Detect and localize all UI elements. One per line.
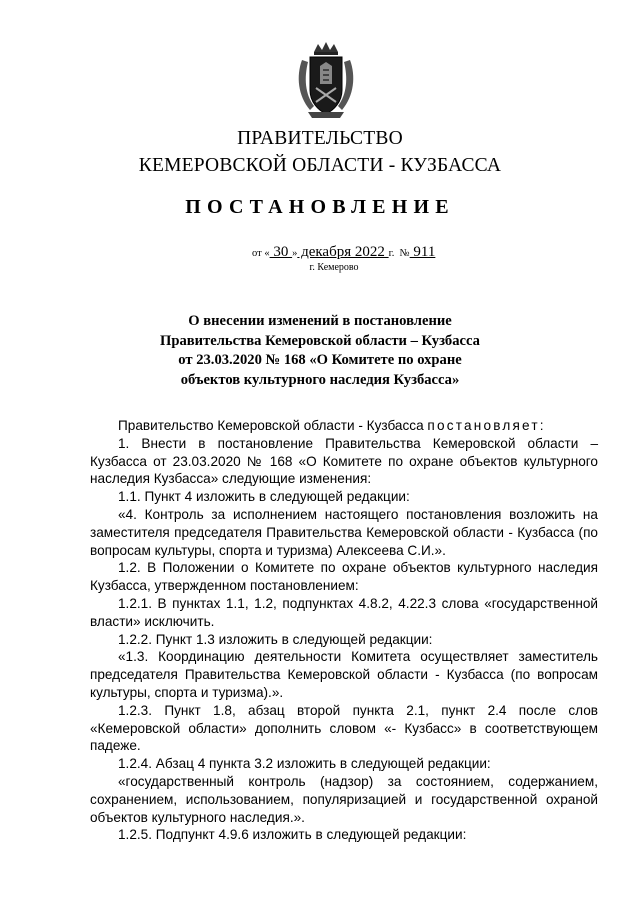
document-date-number (252, 244, 435, 261)
date-prefix: от « (252, 248, 270, 259)
document-number: 911 (409, 244, 436, 260)
paragraph: 1.2.5. Подпункт 4.9.6 изложить в следующей редакции: (118, 827, 467, 843)
intro-paragraph (90, 417, 598, 435)
government-name-line2: КЕМЕРОВСКОЙ ОБЛАСТИ - КУЗБАССА (138, 155, 502, 176)
title-line: объектов культурного наследия Кузбасса» (180, 371, 460, 388)
document-title (130, 312, 510, 390)
date-month-year: декабря 2022 (297, 244, 389, 260)
document-body (90, 417, 598, 844)
intro-resolves: постановляет: (427, 418, 546, 433)
number-label: № (399, 248, 410, 259)
city: г. Кемерово (309, 262, 359, 273)
paragraph: 1.2.2. Пункт 1.3 изложить в следующей редакции: (118, 631, 433, 647)
coat-of-arms-emblem (294, 40, 358, 120)
paragraph: 1.2.1. В пунктах 1.1, 1.2, подпунктах 4.8.2, 4.22.3 слова «государственной власти» исключить. (90, 595, 598, 629)
paragraph: «государственный контроль (надзор) за состоянием, содержанием, сохранением, использованием, популяризацией и государственной охраной объектов культурного наследия.». (90, 773, 598, 825)
year-suffix: г. (388, 248, 395, 259)
paragraph: 1.2.3. Пункт 1.8, абзац второй пункта 2.1, пункт 2.4 после слов «Кемеровской области» дополнить словом «- Кузбасс» в соответствующем падеже. (90, 702, 598, 754)
title-line: О внесении изменений в постановление (188, 313, 452, 329)
date-day: 30 (269, 244, 293, 260)
document-type: ПОСТАНОВЛЕНИЕ (185, 196, 455, 218)
paragraph: 1.2.4. Абзац 4 пункта 3.2 изложить в следующей редакции: (118, 756, 491, 772)
title-line: Правительства Кемеровской области – Кузбасса (160, 332, 480, 349)
paragraph: «4. Контроль за исполнением настоящего постановления возложить на заместителя председателя Правительства Кемеровской области - Кузбасса (по вопросам культуры, спорта и туризма) Алексеева С.И.». (90, 506, 598, 558)
paragraph: 1.2. В Положении о Комитете по охране объектов культурного наследия Кузбасса, утвержденном постановлением: (90, 560, 598, 594)
intro-text: Правительство Кемеровской области - Кузбасса (118, 418, 428, 433)
paragraph: 1.1. Пункт 4 изложить в следующей редакции: (118, 489, 410, 505)
paragraph: 1. Внести в постановление Правительства Кемеровской области – Кузбасса от 23.03.2020 № 168 «О Комитете по охране объектов культурного наследия Кузбасса» следующие изменения: (90, 435, 598, 487)
paragraph: «1.3. Координацию деятельности Комитета осуществляет заместитель председателя Правительства Кемеровской области - Кузбасса (по вопросам культуры, спорта и туризма).». (90, 649, 598, 700)
title-line: от 23.03.2020 № 168 «О Комитете по охране (178, 352, 462, 368)
government-name-line1: ПРАВИТЕЛЬСТВО (237, 128, 403, 149)
date-mid: » (292, 248, 298, 259)
